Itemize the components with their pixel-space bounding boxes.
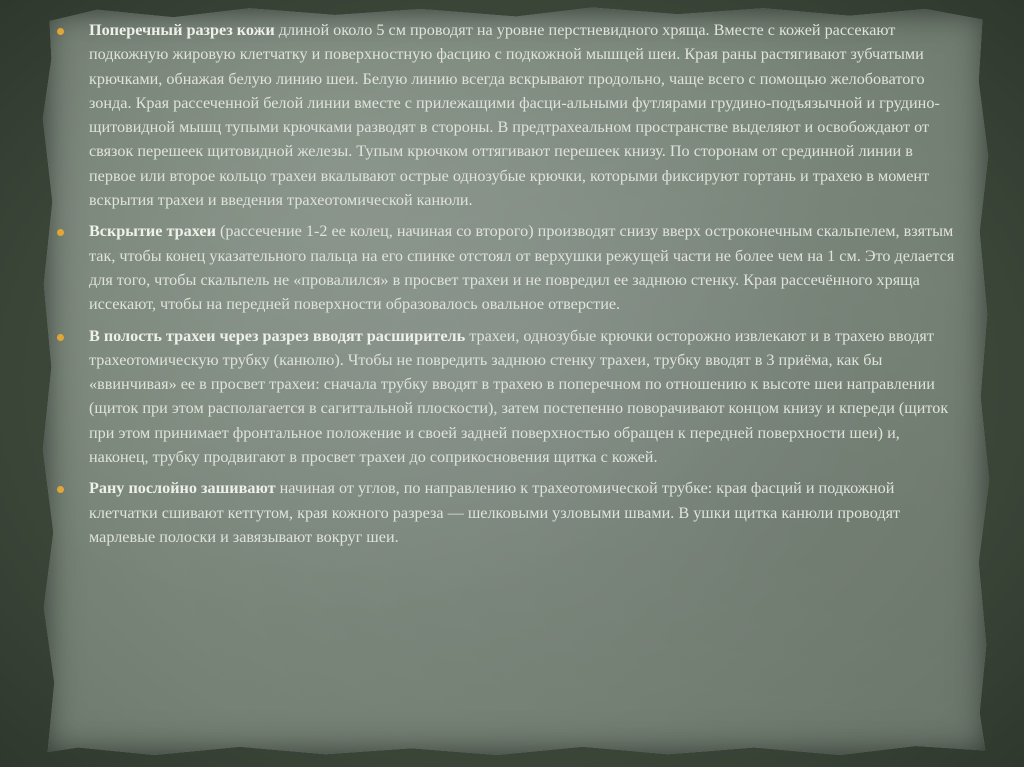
bullet-dot-icon xyxy=(57,334,64,341)
list-item xyxy=(57,324,957,470)
item-lead: Рану послойно зашивают xyxy=(89,479,276,498)
bullet-dot-icon xyxy=(57,486,64,493)
bullet-dot-icon xyxy=(57,28,64,35)
list-item xyxy=(57,18,957,212)
item-text: трахеи, однозубые крючки осторожно извлекают и в трахею вводят трахеотомическую трубку (канюлю). Чтобы не повредить заднюю стенку трахеи, трубку вводят в 3 приёма, как бы «ввинчивая» ее в просвет трахеи: сначала трубку вводят в трахею в поперечном по отношению к высоте шеи направлении (щиток при этом располагается в сагиттальной плоскости), затем постепенно поворачивают концом книзу и кпереди (щиток при этом принимает фронтальное положение и своей задней поверхностью обращен к передней поверхности шеи) и, наконец, трубку продвигают в просвет трахеи до соприкосновения щитка с кожей. xyxy=(89,326,949,467)
item-lead: Поперечный разрез кожи xyxy=(89,21,275,39)
item-lead: Вскрытие трахеи xyxy=(89,222,216,241)
list-item xyxy=(57,219,957,316)
item-text: (рассечение 1-2 ее колец, начиная со второго) производят снизу вверх остроконечным скальпелем, взятым так, чтобы конец указательного пальца на его спинке отстоял от верхушки режущей части не более чем на 1 см. Это делается для того, чтобы скальпель не «провалился» в просвет трахеи и не повредил ее заднюю стенку. Края рассечённого хряща иссекают, чтобы на передней поверхности образовалось овальное отверстие. xyxy=(89,222,955,314)
bullet-list xyxy=(57,18,957,556)
bullet-dot-icon xyxy=(57,229,64,236)
item-text: начиная от углов, по направлению к трахеотомической трубке: края фасций и подкожной клетчатки сшивают кетгутом, края кожного разреза — шелковыми узловыми швами. В ушки щитка канюли проводят марлевые полоски и завязывают вокруг шеи. xyxy=(89,479,901,546)
item-lead: В полость трахеи через разрез вводят расширитель xyxy=(89,326,466,345)
item-text: длиной около 5 см проводят на уровне перстневидного хряща. Вместе с кожей рассекают подкожную жировую клетчатку и поверхностную фасцию с подкожной мышцей шеи. Края раны растягивают зубчатыми крючками, обнажая белую линию шеи. Белую линию всегда вскрывают продольно, чаще всего с помощью желобоватого зонда. Края рассеченной белой линии вместе с прилежащими фасци-альными футлярами грудино-подъязычной и грудино-щитовидной мышц тупыми крючками разводят в стороны. В предтрахеальном пространстве выделяют и освобождают от связок перешеек щитовидной железы. Тупым крючком оттягивают перешеек книзу. По сторонам от срединной линии в первое или второе кольцо трахеи вкалывают острые однозубые крючки, которыми фиксируют гортань и трахею в момент вскрытия трахеи и введения трахеотомической канюли. xyxy=(89,21,940,210)
list-item xyxy=(57,476,957,549)
